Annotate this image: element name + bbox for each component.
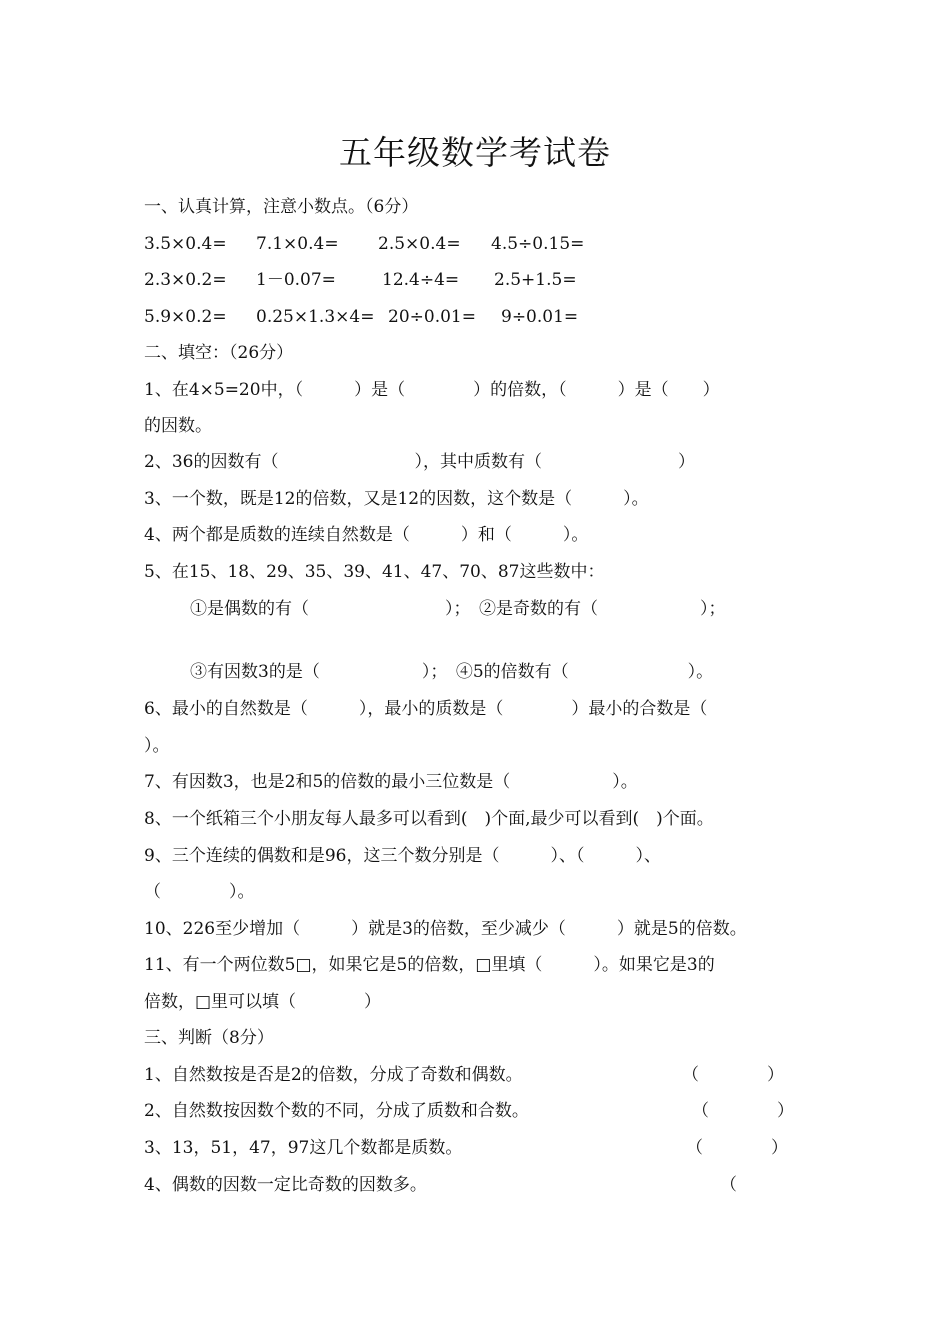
fill-subline: ①是偶数的有（ ）； ②是奇数的有（ ）； — [190, 599, 726, 619]
calc-item: 2.3×0.2= — [144, 270, 227, 290]
fill-line: 的因数。 — [144, 416, 212, 436]
calc-item: 2.5+1.5= — [494, 270, 577, 290]
calc-item: 5.9×0.2= — [144, 307, 227, 327]
fill-line: 3、一个数，既是12的倍数，又是12的因数，这个数是（ ）。 — [144, 489, 649, 509]
fill-line: 10、226至少增加（ ）就是3的倍数，至少减少（ ）就是5的倍数。 — [144, 919, 747, 939]
fill-subline: ③有因数3的是（ ）； ④5的倍数有（ ）。 — [190, 662, 714, 682]
judge-item-text: 1、自然数按是否是2的倍数，分成了奇数和偶数。 — [144, 1065, 523, 1085]
fill-line: 7、有因数3，也是2和5的倍数的最小三位数是（ ）。 — [144, 772, 638, 792]
calc-item: 9÷0.01= — [501, 307, 579, 327]
fill-line: 11、有一个两位数5□，如果它是5的倍数，□里填（ ）。如果它是3的 — [144, 955, 715, 975]
judge-item-paren: （ ） — [682, 1065, 784, 1085]
section2-heading: 二、填空：（26分） — [144, 343, 294, 363]
judge-item-text: 2、自然数按因数个数的不同，分成了质数和合数。 — [144, 1101, 529, 1121]
calc-item: 12.4÷4= — [382, 270, 460, 290]
fill-line: 2、36的因数有（ ），其中质数有（ ） — [144, 452, 695, 472]
calc-item: 0.25×1.3×4= — [256, 307, 375, 327]
calc-item: 3.5×0.4= — [144, 234, 227, 254]
fill-line: ）。 — [144, 736, 170, 756]
calc-item: 2.5×0.4= — [378, 234, 461, 254]
fill-line: 倍数，□里可以填（ ） — [144, 992, 382, 1012]
fill-line: 4、两个都是质数的连续自然数是（ ）和（ ）。 — [144, 525, 589, 545]
fill-line: 8、一个纸箱三个小朋友每人最多可以看到( )个面,最少可以看到( )个面。 — [144, 809, 714, 829]
judge-item-text: 3、13，51，47，97这几个数都是质数。 — [144, 1138, 463, 1158]
calc-item: 20÷0.01= — [388, 307, 476, 327]
fill-line: 6、最小的自然数是（ ），最小的质数是（ ）最小的合数是（ — [144, 699, 708, 719]
calc-item: 7.1×0.4= — [256, 234, 339, 254]
section3-heading: 三、判断（8分） — [144, 1028, 274, 1048]
fill-line: 5、在15、18、29、35、39、41、47、70、87这些数中： — [144, 562, 605, 582]
calc-item: 1－0.07= — [256, 270, 336, 290]
fill-line: 1、在4×5=20中，（ ）是（ ）的倍数，（ ）是（ ） — [144, 380, 720, 400]
calc-item: 4.5÷0.15= — [491, 234, 585, 254]
judge-item-text: 4、偶数的因数一定比奇数的因数多。 — [144, 1175, 427, 1195]
page-title: 五年级数学考试卷 — [339, 133, 611, 172]
judge-item-paren: （ ） — [686, 1138, 788, 1158]
fill-line: （ ）。 — [144, 882, 255, 902]
fill-line: 9、三个连续的偶数和是96，这三个数分别是（ ）、（ ）、 — [144, 846, 661, 866]
section1-heading: 一、认真计算，注意小数点。（6分） — [144, 197, 419, 217]
judge-item-paren: （ — [720, 1175, 737, 1195]
judge-item-paren: （ ） — [692, 1101, 794, 1121]
